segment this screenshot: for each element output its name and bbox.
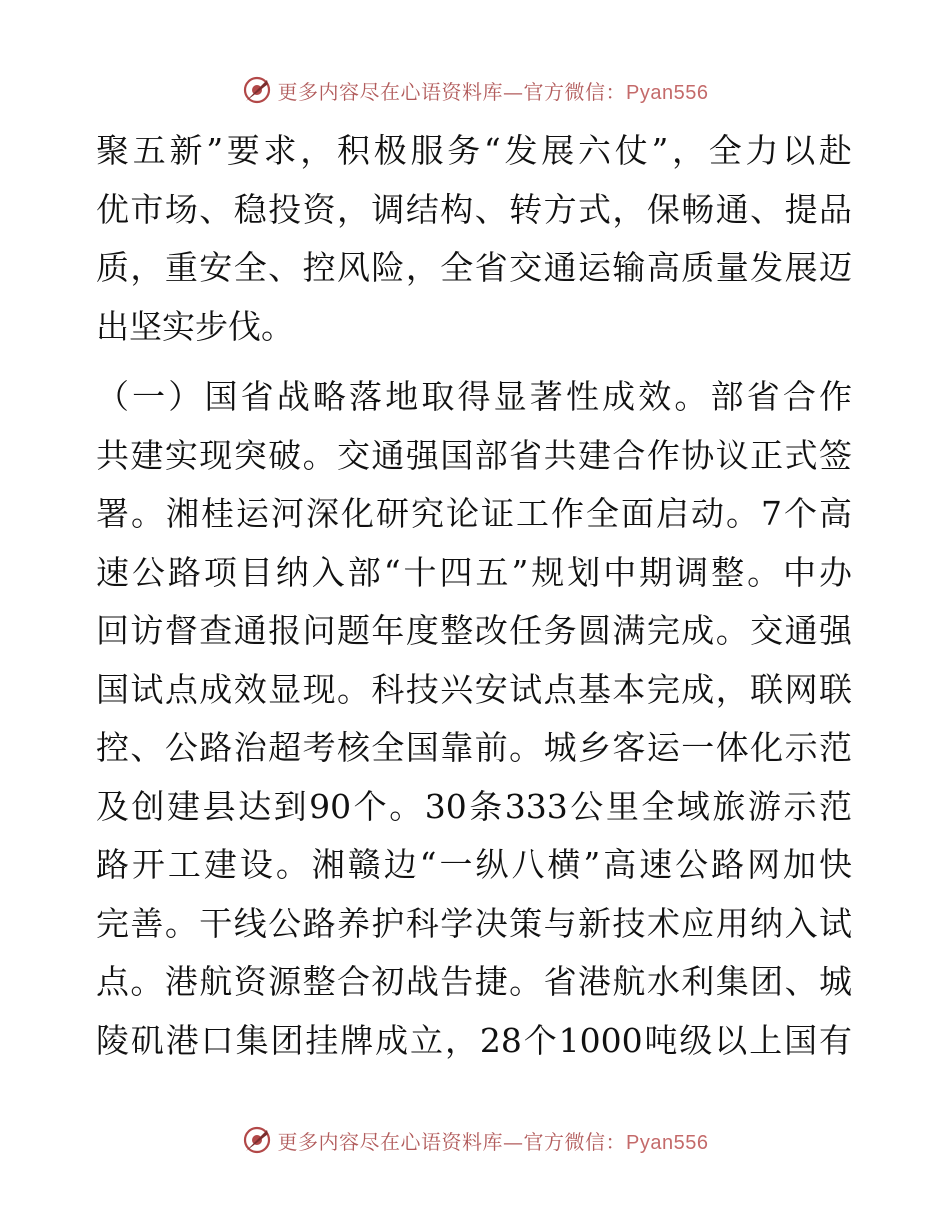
footer-banner-id: Pyan556	[626, 1131, 709, 1154]
text-line: 控、公路治超考核全国靠前。城乡客运一体化示范	[96, 728, 852, 767]
text-line: 署。湘桂运河深化研究论证工作全面启动。7个高	[96, 494, 852, 533]
quill-seal-icon	[242, 1125, 272, 1155]
text-line: 速公路项目纳入部“十四五”规划中期调整。中办	[96, 552, 852, 592]
text-line: 及创建县达到90个。30条333公里全域旅游示范	[96, 786, 852, 826]
text-line: 出坚实步伐。	[96, 306, 294, 346]
body-text	[96, 122, 852, 1070]
text-line: 完善。干线公路养护科学决策与新技术应用纳入试	[96, 903, 852, 943]
text-line: 质，重安全、控风险，全省交通运输高质量发展迈	[96, 248, 852, 287]
header-banner	[0, 72, 950, 108]
quill-seal-icon	[242, 75, 272, 105]
footer-banner	[0, 1122, 950, 1158]
text-line: （一）国省战略落地取得显著性成效。部省合作	[96, 377, 852, 416]
paragraph-2	[96, 368, 852, 1070]
paragraph-1	[96, 122, 852, 356]
text-line: 聚五新”要求，积极服务“发展六仗”，全力以赴	[96, 131, 852, 170]
text-line: 路开工建设。湘赣边“一纵八横”高速公路网加快	[96, 845, 852, 884]
header-banner-id: Pyan556	[626, 81, 709, 104]
footer-banner-text: 更多内容尽在心语资料库—官方微信：Pyan556	[277, 1129, 709, 1154]
header-banner-text: 更多内容尽在心语资料库—官方微信：Pyan556	[277, 79, 709, 104]
paragraph-gap	[96, 356, 852, 368]
text-line: 点。港航资源整合初战告捷。省港航水利集团、城	[96, 962, 852, 1001]
text-line: 共建实现突破。交通强国部省共建合作协议正式签	[96, 435, 852, 475]
text-line: 国试点成效显现。科技兴安试点基本完成，联网联	[96, 669, 852, 709]
text-line: 陵矶港口集团挂牌成立，28个1000吨级以上国有	[96, 1020, 852, 1060]
text-line: 优市场、稳投资，调结构、转方式，保畅通、提品	[96, 189, 852, 229]
text-line: 回访督查通报问题年度整改任务圆满完成。交通强	[96, 611, 852, 650]
